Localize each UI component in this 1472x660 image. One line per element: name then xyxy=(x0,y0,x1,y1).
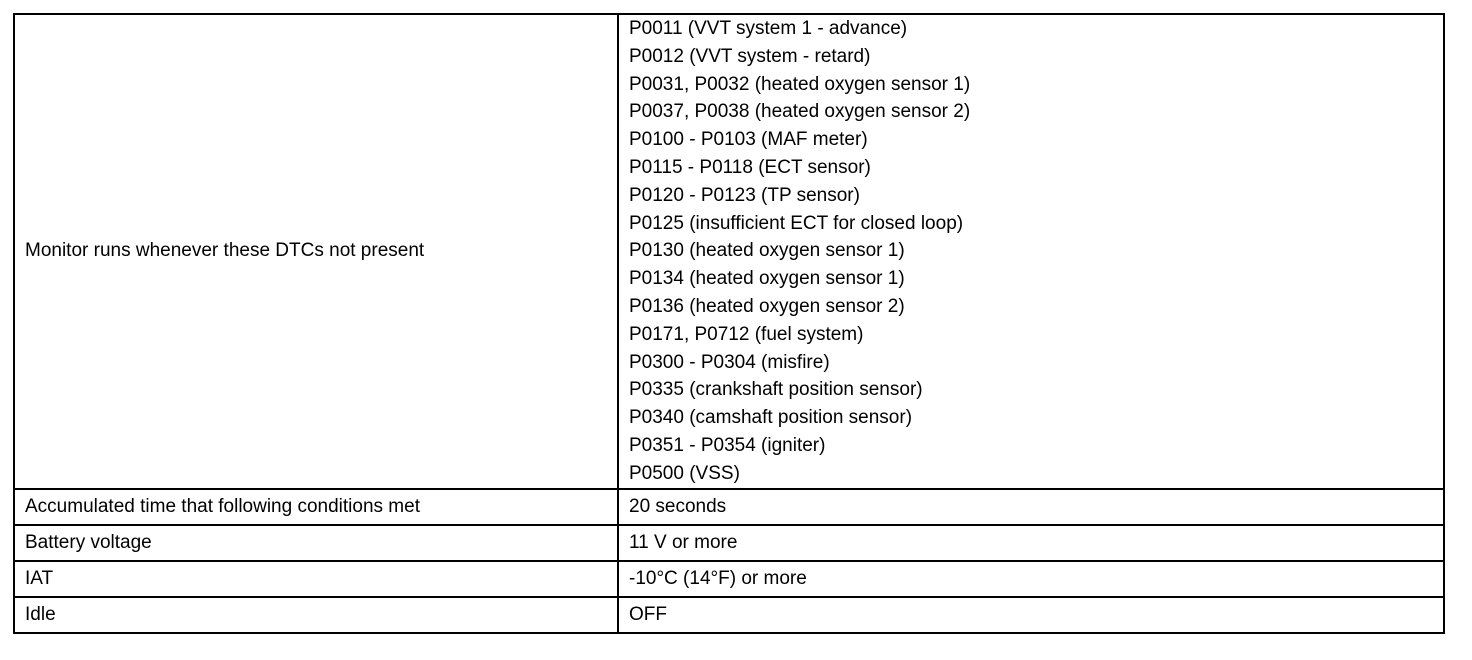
table-row xyxy=(14,489,1444,525)
dtc-item: P0115 - P0118 (ECT sensor) xyxy=(629,156,871,178)
dtc-item: P0031, P0032 (heated oxygen sensor 1) xyxy=(629,73,971,95)
row-value: OFF xyxy=(618,597,1444,633)
dtc-conditions-table xyxy=(13,13,1445,634)
dtc-item: P0037, P0038 (heated oxygen sensor 2) xyxy=(629,101,971,123)
table-row xyxy=(14,14,1444,489)
row-label: Accumulated time that following conditions met xyxy=(14,489,618,525)
table-row xyxy=(14,525,1444,561)
dtc-item: P0011 (VVT system 1 - advance) xyxy=(629,18,908,39)
dtc-item: P0351 - P0354 (igniter) xyxy=(629,434,826,456)
dtc-item: P0500 (VSS) xyxy=(629,462,740,484)
row-value: 11 V or more xyxy=(618,525,1444,561)
dtc-item: P0340 (camshaft position sensor) xyxy=(629,407,913,429)
row-label: IAT xyxy=(14,561,618,597)
row-label: Idle xyxy=(14,597,618,633)
row-label: Battery voltage xyxy=(14,525,618,561)
table-row xyxy=(14,597,1444,633)
row-label: Monitor runs whenever these DTCs not present xyxy=(14,14,618,489)
dtc-item: P0136 (heated oxygen sensor 2) xyxy=(629,295,905,317)
table-row xyxy=(14,561,1444,597)
dtc-item: P0130 (heated oxygen sensor 1) xyxy=(629,240,905,262)
dtc-item: P0120 - P0123 (TP sensor) xyxy=(629,184,860,206)
dtc-item: P0300 - P0304 (misfire) xyxy=(629,351,830,373)
dtc-item: P0335 (crankshaft position sensor) xyxy=(629,379,923,401)
dtc-item: P0134 (heated oxygen sensor 1) xyxy=(629,268,905,290)
row-value: -10°C (14°F) or more xyxy=(618,561,1444,597)
dtc-item: P0125 (insufficient ECT for closed loop) xyxy=(629,212,964,234)
dtc-item: P0171, P0712 (fuel system) xyxy=(629,323,864,345)
dtc-item: P0100 - P0103 (MAF meter) xyxy=(629,129,868,151)
dtc-item: P0012 (VVT system - retard) xyxy=(629,45,871,67)
row-value: 20 seconds xyxy=(618,489,1444,525)
dtc-list-cell xyxy=(618,14,1444,489)
